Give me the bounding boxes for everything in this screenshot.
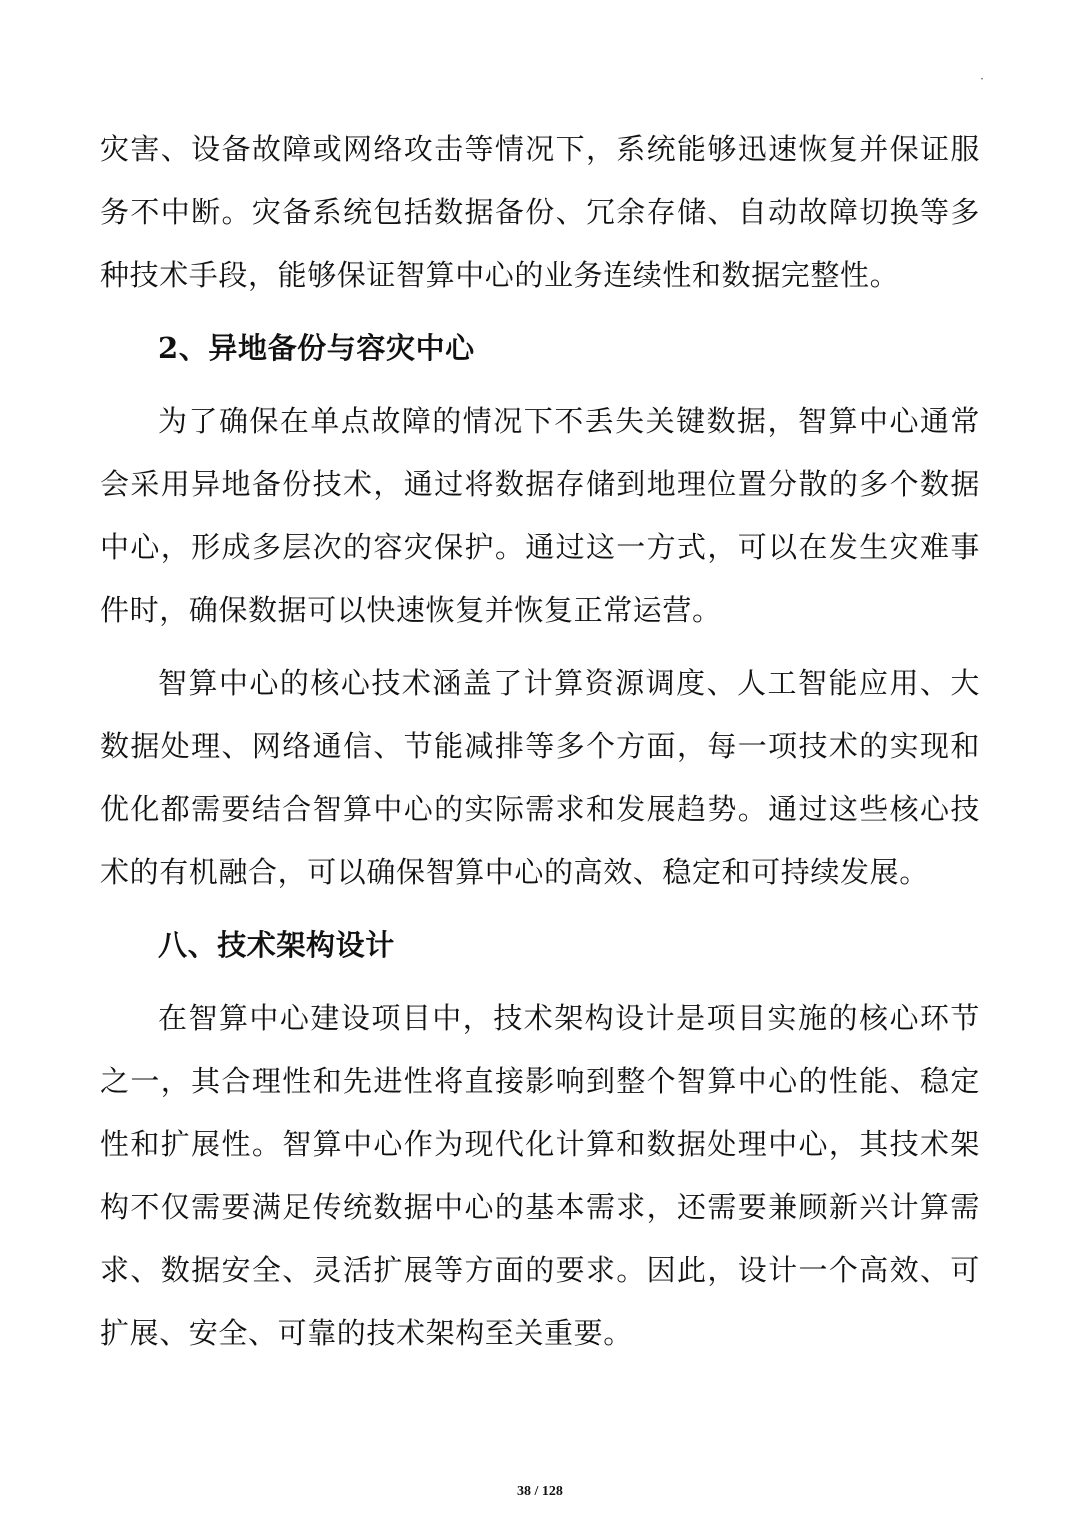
page-number: 38 / 128 — [517, 1484, 563, 1499]
paragraph-core-tech-summary: 智算中心的核心技术涵盖了计算资源调度、人工智能应用、大数据处理、网络通信、节能减排等多个方面，每一项技术的实现和优化都需要结合智算中心的实际需求和发展趋势。通过这些核心技术的有机融合，可以确保智算中心的高效、稳定和可持续发展。 — [100, 666, 980, 889]
subheading-offsite-backup-text: 2、异地备份与容灾中心 — [158, 331, 475, 365]
document-body — [100, 118, 980, 1365]
subheading-offsite-backup — [100, 317, 980, 380]
section-heading-prefix: 八、 — [158, 928, 218, 962]
corner-mark: · — [980, 72, 984, 86]
section-heading-title: 技术架构设计 — [217, 928, 395, 962]
paragraph-offsite-backup: 为了确保在单点故障的情况下不丢失关键数据，智算中心通常会采用异地备份技术，通过将数据存储到地理位置分散的多个数据中心，形成多层次的容灾保护。通过这一方式，可以在发生灾难事件时，确保数据可以快速恢复并恢复正常运营。 — [100, 404, 980, 627]
paragraph-architecture-intro: 在智算中心建设项目中，技术架构设计是项目实施的核心环节之一，其合理性和先进性将直接影响到整个智算中心的性能、稳定性和扩展性。智算中心作为现代化计算和数据处理中心，其技术架构不仅需要满足传统数据中心的基本需求，还需要兼顾新兴计算需求、数据安全、灵活扩展等方面的要求。因此，设计一个高效、可扩展、安全、可靠的技术架构至关重要。 — [100, 1001, 980, 1350]
paragraph-continuation: 灾害、设备故障或网络攻击等情况下，系统能够迅速恢复并保证服务不中断。灾备系统包括数据备份、冗余存储、自动故障切换等多种技术手段，能够保证智算中心的业务连续性和数据完整性。 — [100, 132, 980, 292]
section-heading-architecture — [100, 914, 980, 977]
